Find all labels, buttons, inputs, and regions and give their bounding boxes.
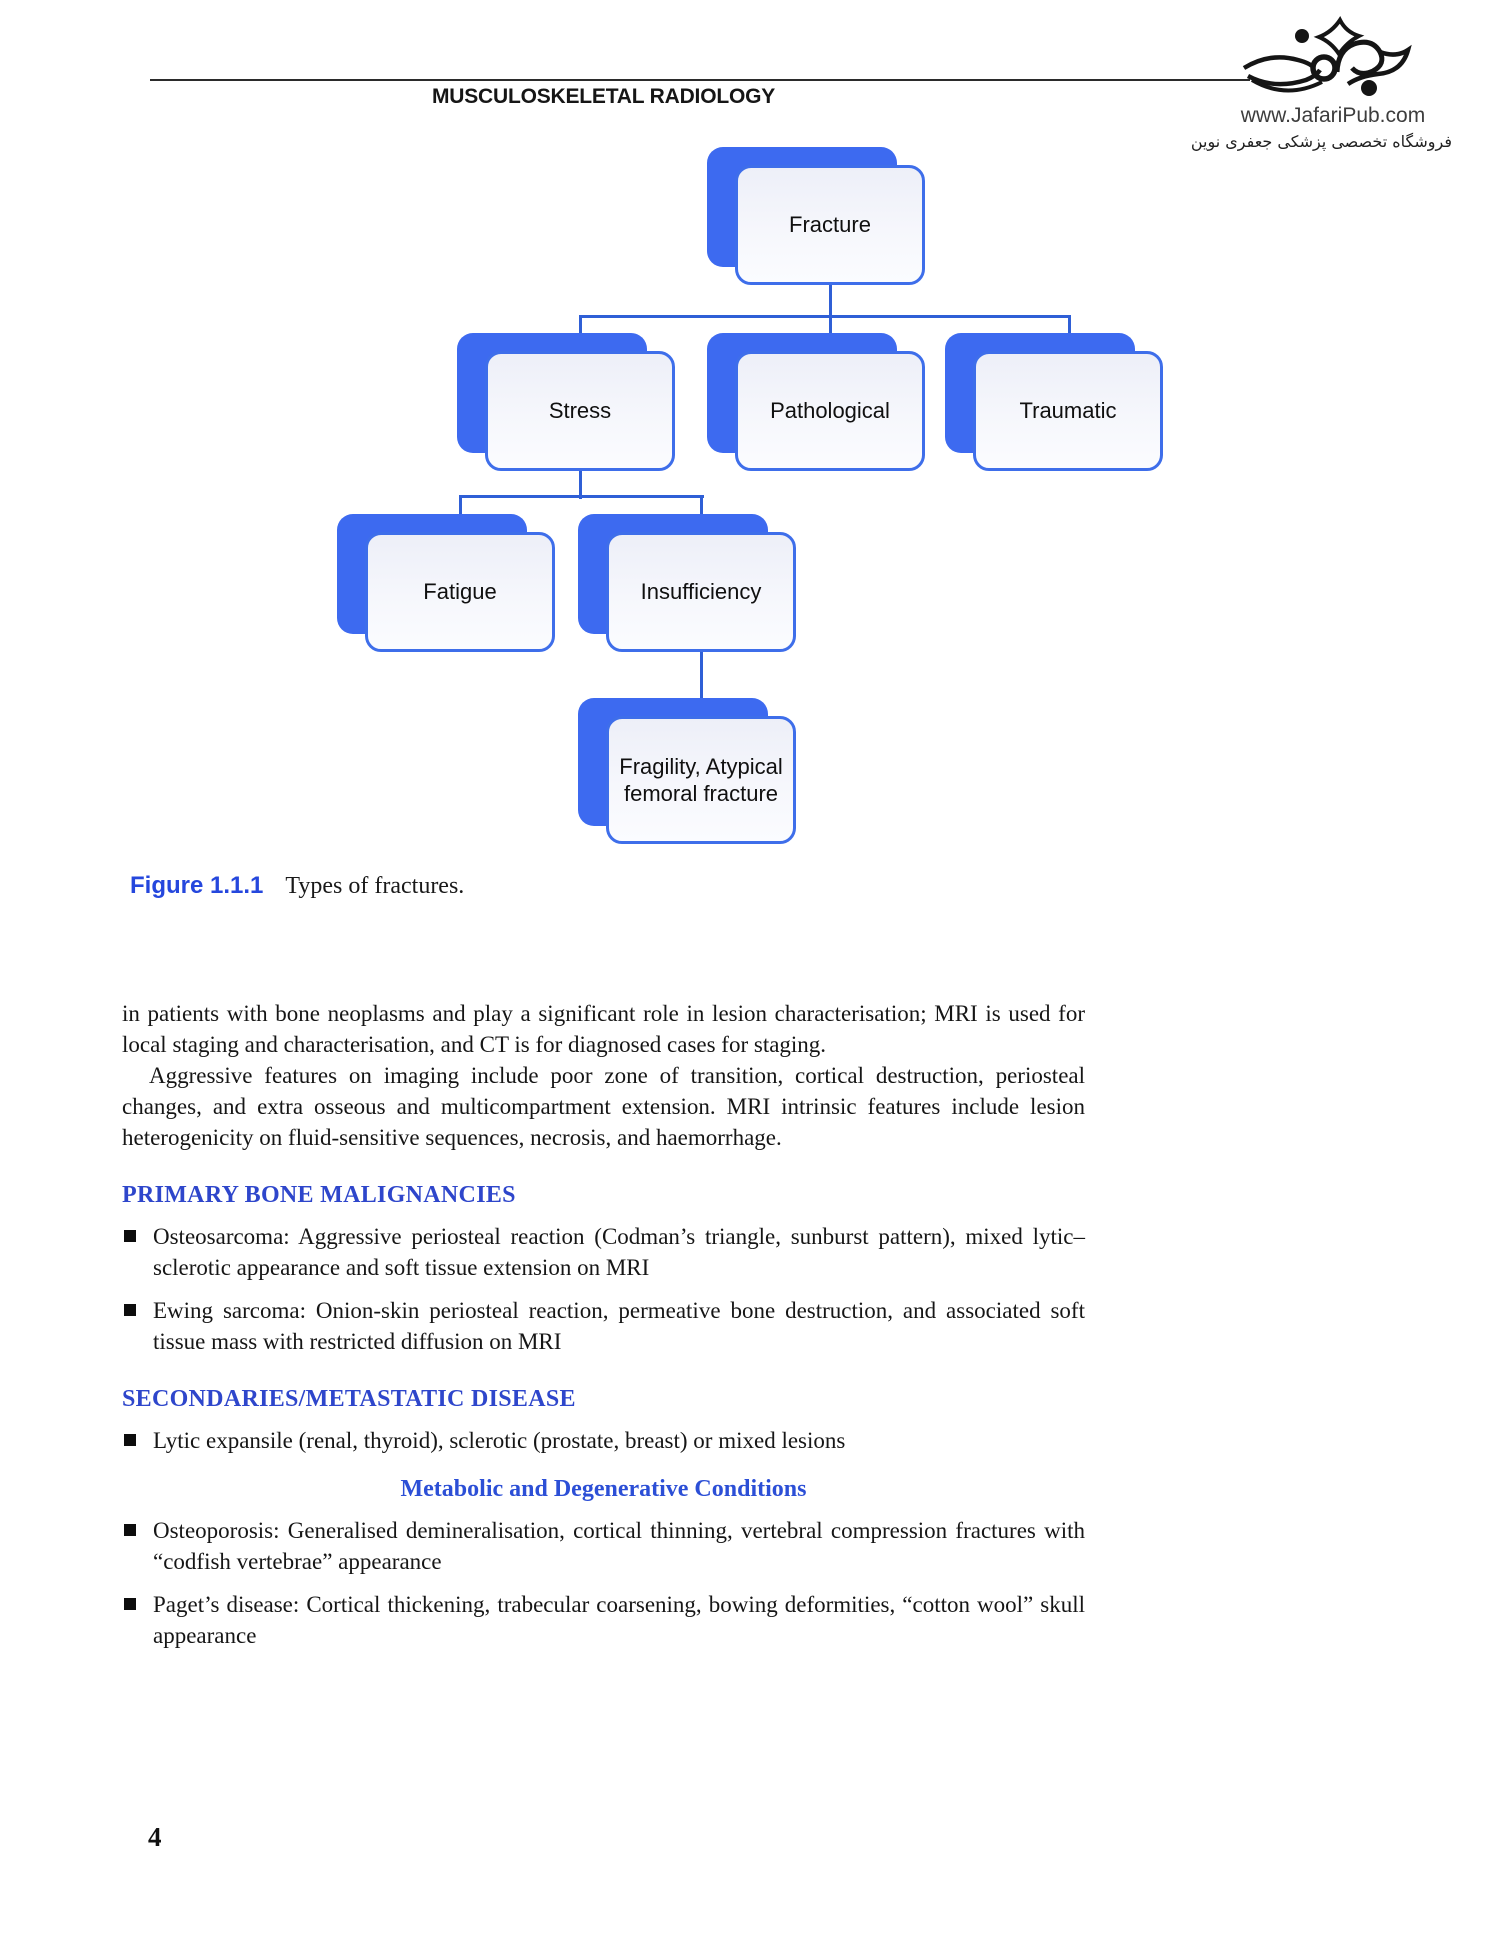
section-heading-primary-bone-malignancies: PRIMARY BONE MALIGNANCIES bbox=[122, 1182, 516, 1208]
paragraph: in patients with bone neoplasms and play a significant role in lesion characterisation; MRI is used for local staging and characterisation, and CT is for diagnosed cases for staging. bbox=[122, 1001, 1085, 1057]
connector-line bbox=[829, 285, 832, 317]
bullet-square-icon bbox=[124, 1524, 136, 1536]
flowchart-node-stress bbox=[457, 333, 675, 473]
subsection-heading-metabolic-degenerative: Metabolic and Degenerative Conditions bbox=[400, 1476, 807, 1502]
node-label: Fatigue bbox=[423, 579, 497, 605]
flowchart-node-traumatic bbox=[945, 333, 1163, 473]
list-item-text: Osteosarcoma: Aggressive periosteal reaction (Codman’s triangle, sunburst pattern), mixed lytic–sclerotic appearance and soft tissue extension on MRI bbox=[153, 1224, 1085, 1280]
section-heading-secondaries-metastatic: SECONDARIES/METASTATIC DISEASE bbox=[122, 1386, 576, 1412]
publisher-website: www.JafariPub.com bbox=[1240, 104, 1426, 127]
list-item bbox=[122, 1295, 1085, 1357]
flowchart-node-insufficiency bbox=[578, 514, 796, 654]
page-number: 4 bbox=[148, 1822, 162, 1852]
list-item bbox=[122, 1589, 1085, 1651]
list-item bbox=[122, 1425, 1085, 1456]
figure-label: Figure 1.1.1 bbox=[130, 872, 264, 899]
figure-caption-text: Types of fractures. bbox=[285, 873, 465, 899]
bullet-square-icon bbox=[124, 1598, 136, 1610]
publisher-tagline: فروشگاه تخصصی پزشکی جعفری نوین bbox=[1190, 132, 1452, 151]
list-item-text: Lytic expansile (renal, thyroid), sclerotic (prostate, breast) or mixed lesions bbox=[153, 1428, 846, 1453]
node-label: Fracture bbox=[789, 212, 871, 238]
list-item bbox=[122, 1221, 1085, 1283]
node-label: Stress bbox=[548, 398, 612, 424]
connector-line bbox=[700, 652, 703, 702]
bullet-square-icon bbox=[124, 1230, 136, 1242]
flowchart-node-pathological bbox=[707, 333, 925, 473]
node-label: Pathological bbox=[770, 398, 890, 424]
body-content bbox=[122, 998, 1085, 1651]
connector-line bbox=[579, 315, 1071, 318]
flowchart-node-fatigue bbox=[337, 514, 555, 654]
node-label: Insufficiency bbox=[640, 579, 762, 605]
running-head: MUSCULOSKELETAL RADIOLOGY bbox=[431, 85, 776, 108]
list-item-text: Paget’s disease: Cortical thickening, trabecular coarsening, bowing deformities, “cotton wool” skull appearance bbox=[153, 1592, 1085, 1648]
list-item-text: Ewing sarcoma: Onion-skin periosteal reaction, permeative bone destruction, and associated soft tissue mass with restricted diffusion on MRI bbox=[153, 1298, 1085, 1354]
node-label: Traumatic bbox=[1019, 398, 1117, 424]
connector-line bbox=[459, 495, 704, 498]
list-item-text: Osteoporosis: Generalised demineralisation, cortical thinning, vertebral compression fractures with “codfish vertebrae” appearance bbox=[153, 1518, 1085, 1574]
flowchart-node-fracture bbox=[707, 147, 925, 287]
figure-caption bbox=[130, 872, 464, 900]
paragraph: Aggressive features on imaging include poor zone of transition, cortical destruction, periosteal changes, and extra osseous and multicompartment extension. MRI intrinsic features include lesion heterogenicity on fluid-sensitive sequences, necrosis, and haemorrhage. bbox=[122, 1063, 1085, 1150]
bullet-square-icon bbox=[124, 1304, 136, 1316]
node-label: Fragility, Atypical femoral fracture bbox=[619, 753, 783, 806]
fracture-types-flowchart bbox=[0, 0, 1489, 870]
list-item bbox=[122, 1515, 1085, 1577]
flowchart-node-fragility bbox=[578, 698, 796, 838]
bullet-square-icon bbox=[124, 1434, 136, 1446]
